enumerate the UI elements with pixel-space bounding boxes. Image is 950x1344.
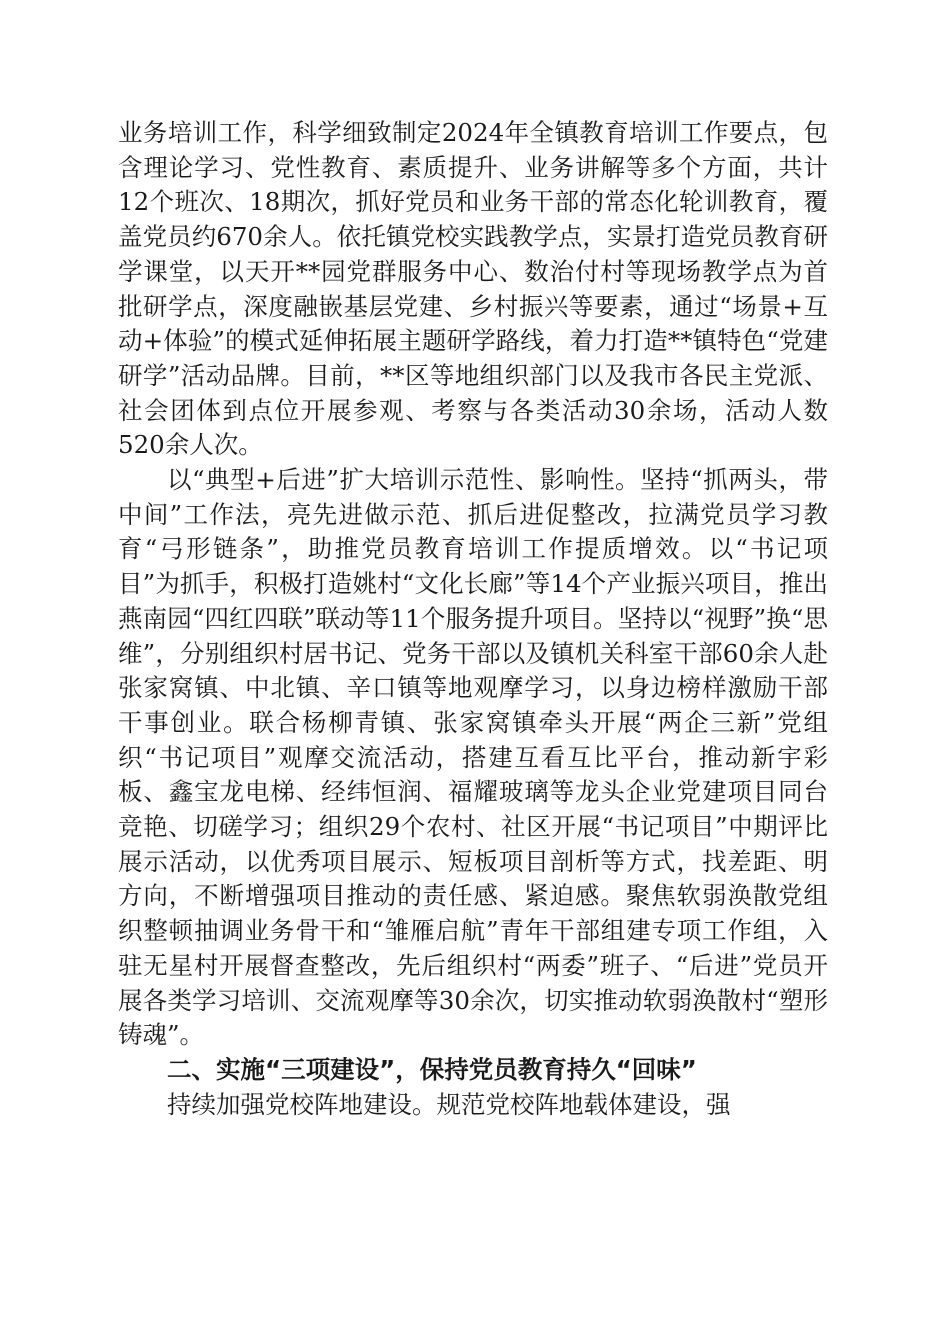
document-body	[118, 116, 828, 1122]
paragraph-party-school-construction: 持续加强党校阵地建设。规范党校阵地载体建设，强	[167, 1089, 731, 1119]
section-heading-three-constructions: 二、实施“三项建设”，保持党员教育持久“回味”	[167, 1054, 697, 1084]
paragraph-typical-backward: 以“典型+后进”扩大培训示范性、影响性。坚持“抓两头，带中间”工作法，亮先进做示范、抓后进促整改，拉满党员学习教育“弓形链条”，助推党员教育培训工作提质增效。以“书记项目”为抓手，积极打造姚村“文化长廊”等14个产业振兴项目，推出燕南园“四红四联”联动等11个服务提升项目。坚持以“视野”换“思维”，分别组织村居书记、党务干部以及镇机关科室干部60余人赴张家窝镇、中北镇、辛口镇等地观摩学习，以身边榜样激励干部干事创业。联合杨柳青镇、张家窝镇牵头开展“两企三新”党组织“书记项目”观摩交流活动，搭建互看互比平台，推动新宇彩板、鑫宝龙电梯、经纬恒润、福耀玻璃等龙头企业党建项目同台竞艳、切磋学习；组织29个农村、社区开展“书记项目”中期评比展示活动，以优秀项目展示、短板项目剖析等方式，找差距、明方向，不断增强项目推动的责任感、紧迫感。聚焦软弱涣散党组织整顿抽调业务骨干和“雏雁启航”青年干部组建专项工作组，入驻无星村开展督查整改，先后组织村“两委”班子、“后进”党员开展各类学习培训、交流观摩等30余次，切实推动软弱涣散村“塑形铸魂”。	[118, 465, 828, 1050]
paragraph-training-summary: 业务培训工作，科学细致制定2024年全镇教育培训工作要点，包含理论学习、党性教育、素质提升、业务讲解等多个方面，共计12个班次、18期次，抓好党员和业务干部的常态化轮训教育，覆盖党员约670余人。依托镇党校实践教学点，实景打造党员教育研学课堂，以天开**园党群服务中心、数治付村等现场教学点为首批研学点，深度融嵌基层党建、乡村振兴等要素，通过“场景+互动+体验”的模式延伸拓展主题研学路线，着力打造**镇特色“党建研学”活动品牌。目前，**区等地组织部门以及我市各民主党派、社会团体到点位开展参观、考察与各类活动30余场，活动人数520余人次。	[118, 118, 828, 460]
